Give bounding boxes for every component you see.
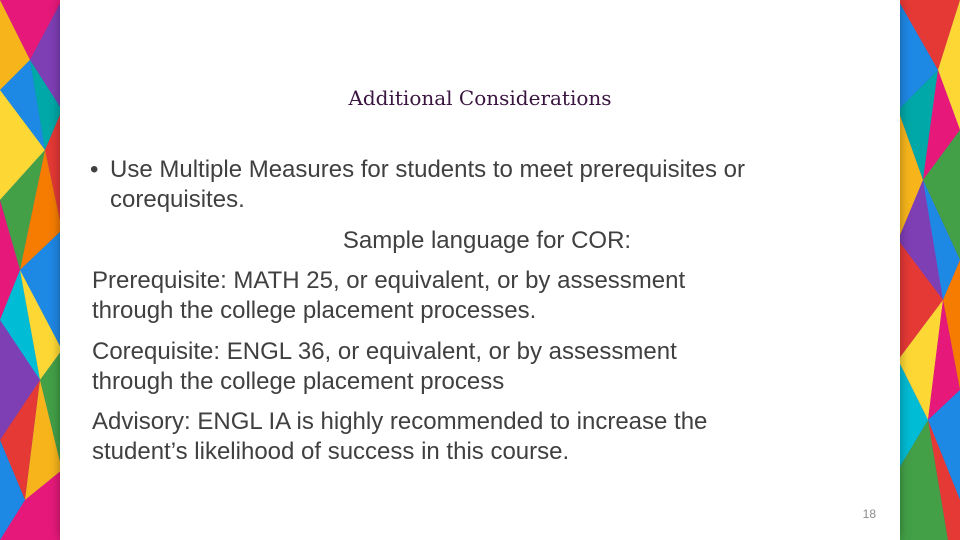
prerequisite-line-1: Prerequisite: MATH 25, or equivalent, or by assessment bbox=[92, 267, 686, 294]
sample-heading: Sample language for COR: bbox=[342, 227, 632, 254]
bullet-dot-icon: • bbox=[90, 156, 99, 183]
slide-title: Additional Considerations bbox=[348, 86, 612, 110]
slide-number: 18 bbox=[862, 507, 876, 521]
corequisite-line-1: Corequisite: ENGL 36, or equivalent, or by assessment bbox=[92, 338, 677, 365]
advisory-line-2: student’s likelihood of success in this course. bbox=[92, 438, 570, 465]
advisory-line-1: Advisory: ENGL IA is highly recommended to increase the bbox=[92, 408, 708, 435]
corequisite-line-2: through the college placement process bbox=[92, 368, 505, 395]
bullet-item bbox=[90, 155, 880, 215]
prerequisite-line-2: through the college placement processes. bbox=[92, 297, 537, 324]
slide-content bbox=[60, 0, 900, 540]
decorative-border-left bbox=[0, 0, 62, 540]
bullet-text: Use Multiple Measures for students to meet prerequisites or corequisites. bbox=[110, 156, 745, 213]
decorative-border-right bbox=[898, 0, 960, 540]
